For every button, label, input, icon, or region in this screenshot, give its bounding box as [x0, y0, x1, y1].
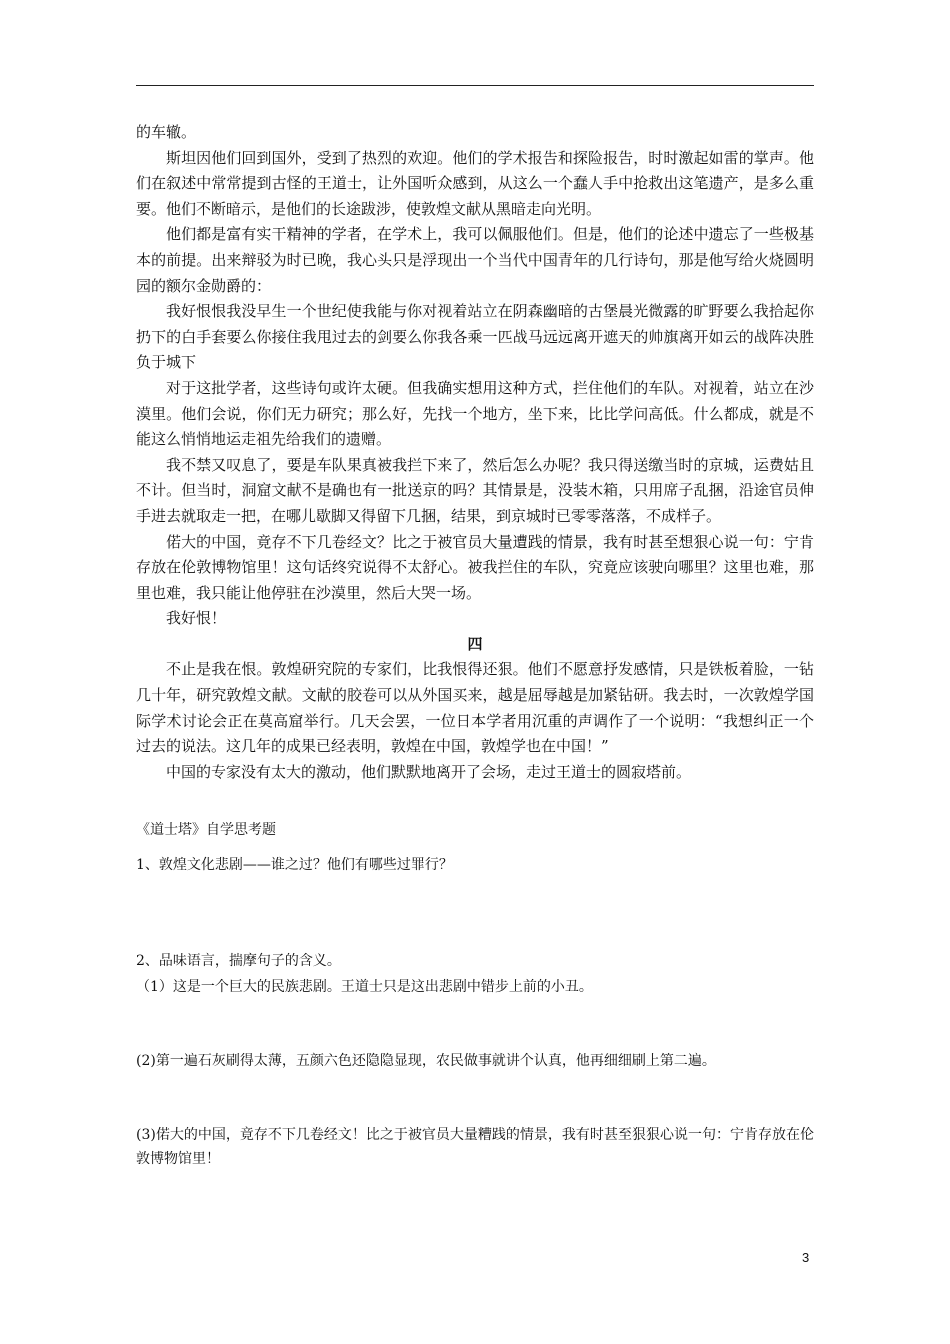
document-body [136, 120, 814, 1171]
question-2: 2、品味语言，揣摩句子的含义。 [136, 953, 341, 970]
poem-paragraph: 我好恨恨我没早生一个世纪使我能与你对视着站立在阴森幽暗的古堡晨光微露的旷野要么我拾起你扔下的白手套要么你接住我甩过去的剑要么你我各乘一匹战马远远离开遮天的帅旗离开如云的战阵决胜负于城下 [136, 302, 814, 372]
paragraph: 的车辙。 [136, 123, 197, 141]
page-number: 3 [802, 1250, 810, 1265]
header-rule [136, 85, 814, 86]
paragraph: 不止是我在恨。敦煌研究院的专家们，比我恨得还狠。他们不愿意抒发感情，只是铁板着脸，一钻几十年，研究敦煌文献。文献的胶卷可以从外国买来，越是屈辱越是加紧钻研。我去时，一次敦煌学国际学术讨论会正在莫高窟举行。几天会罢，一位日本学者用沉重的声调作了一个说明：“我想纠正一个过去的说法。这几年的成果已经表明，敦煌在中国，敦煌学也在中国！” [136, 660, 814, 756]
paragraph: 偌大的中国，竟存不下几卷经文？比之于被官员大量遭践的情景，我有时甚至想狠心说一句：宁肯存放在伦敦博物馆里！这句话终究说得不太舒心。被我拦住的车队，究竟应该驶向哪里？这里也难，那里也难，我只能让他停驻在沙漠里，然后大哭一场。 [136, 532, 814, 602]
question-2-1: （1）这是一个巨大的民族悲剧。王道士只是这出悲剧中错步上前的小丑。 [136, 979, 593, 996]
paragraph: 中国的专家没有太大的激动，他们默默地离开了会场，走过王道士的圆寂塔前。 [166, 762, 692, 781]
question-2-3: (3)偌大的中国，竟存不下几卷经文！比之于被官员大量糟践的情景，我有时甚至狠狠心说一句：宁肯存放在伦敦博物馆里！ [136, 1127, 814, 1168]
paragraph: 我好恨！ [166, 609, 227, 628]
questions-title: 《道士塔》自学思考题 [136, 822, 276, 839]
question-1: 1、敦煌文化悲剧——谁之过？他们有哪些过罪行？ [136, 857, 453, 874]
section-title: 四 [467, 634, 483, 653]
paragraph: 他们都是富有实干精神的学者，在学术上，我可以佩服他们。但是，他们的论述中遗忘了一些极基本的前提。出来辩驳为时已晚，我心头只是浮现出一个当代中国青年的几行诗句，那是他写给火烧圆明园的额尔金勋爵的： [136, 225, 814, 295]
paragraph: 我不禁又叹息了，要是车队果真被我拦下来了，然后怎么办呢？我只得送缴当时的京城，运费姑且不计。但当时，洞窟文献不是确也有一批送京的吗？其情景是，没装木箱，只用席子乱捆，沿途官员伸手进去就取走一把，在哪儿歇脚又得留下几捆，结果，到京城时已零零落落，不成样子。 [136, 455, 814, 525]
paragraph: 对于这批学者，这些诗句或许太硬。但我确实想用这种方式，拦住他们的车队。对视着，站立在沙漠里。他们会说，你们无力研究；那么好，先找一个地方，坐下来，比比学问高低。什么都成，就是不能这么悄悄地运走祖先给我们的遗赠。 [136, 378, 814, 449]
question-2-2: (2)第一遍石灰刷得太薄，五颜六色还隐隐显现，农民做事就讲个认真，他再细细刷上第二遍。 [136, 1053, 716, 1070]
paragraph: 斯坦因他们回到国外，受到了热烈的欢迎。他们的学术报告和探险报告，时时激起如雷的掌声。他们在叙述中常常提到古怪的王道士，让外国听众感到，从这么一个蠢人手中抢救出这笔遗产，是多么重要。他们不断暗示，是他们的长途跋涉，使敦煌文献从黑暗走向光明。 [136, 148, 814, 218]
